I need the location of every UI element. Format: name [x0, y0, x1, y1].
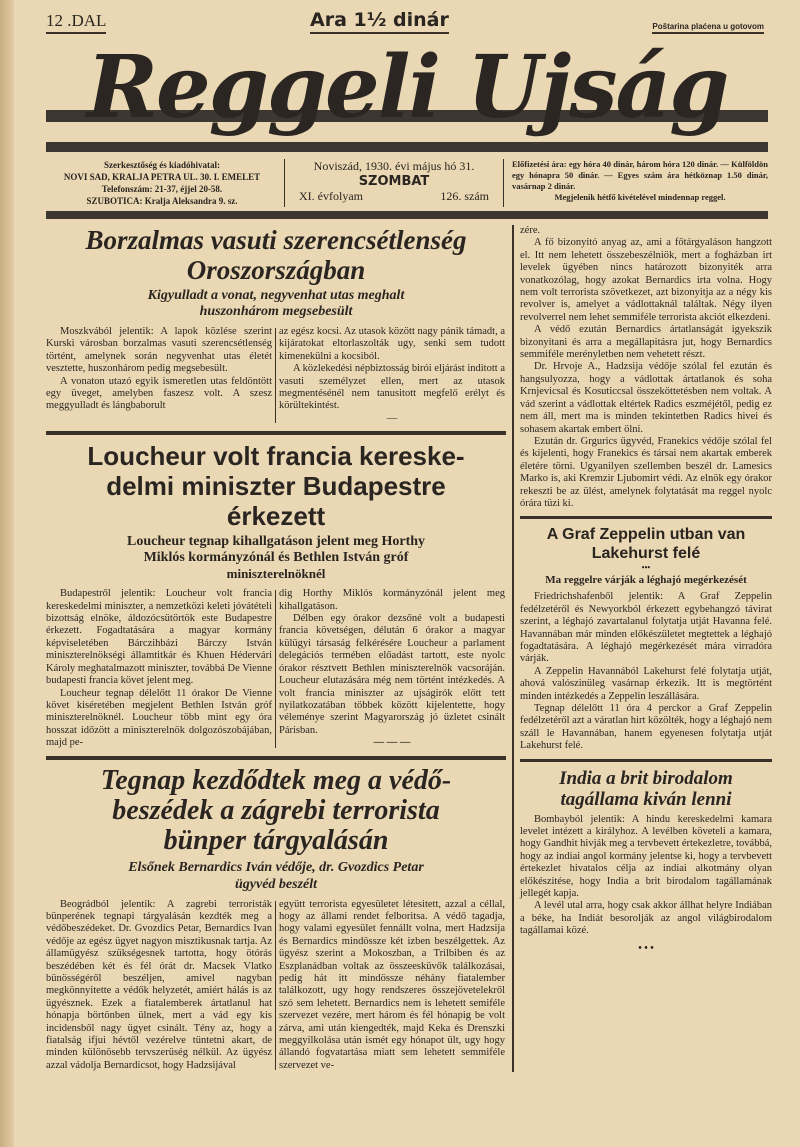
paragraph: Beográdból jelentik: A zagrebi terroristák bünperének tegnapi tárgyalásán kezdték meg a védőbeszédeket. Dr. Gvozdics Petar, Bernardics Ivan védője az egész ügyet nagyon misztikusnak tartja. Az államügyész szükségesnek tartotta, hogy ötórás beszédében két és fél órát dr. Macsek Vlatko bünösségéről beszéljen, amivel nagyban megkönnyitette a védők helyzetét, amiért hálás is az ügyésznek. Ezek a fiatalemberek ártatlanul hat hónapja börtönben ülnek, mert a vád egy kis incidensből nagy ügyet csinált. Tény az, hogy a fiatalság ifjui hévtől vezérelve tüntetni akart, de minden különösebb tervszerüség nélkül. Az ügyész azzal vádolja Bernardicsot, hogy Hadzsijával [46, 898, 272, 1071]
headline-line: delmi miniszter Budapestre [106, 471, 446, 502]
paragraph: Bombayból jelentik: A hindu kereskedelmi kamara levelet intézett a királyhoz. A levélben követeli a kamara, hogy Gandhit hivják meg a tervbevett értekezletre, továbbá, hogy az indiai angol kormány jelentse ki, hogy a tervbevett értekezlet hivatalos célja az indiai alkotmány olyan előkészitése, hogy India a brit birodalom tagállamának jellegét kapja. [520, 813, 772, 900]
divider [275, 590, 276, 747]
end-mark: — — — [373, 737, 411, 749]
issue-date: Noviszád, 1930. évi május hó 31. [313, 159, 475, 173]
article-rule [520, 759, 772, 762]
paragraph: A közlekedési népbiztosság birói eljárást inditott a vasuti személyzet ellen, mert az utasok megmentésénél nem tanusitott megfelő erélyt és körültekintést. [279, 363, 505, 412]
paragraph: Ezután dr. Grgurics ügyvéd, Franekics védője szólal fel és kijelenti, hogy Franekics és társai nem akartak emberek életére törni. Ugyanilyen szellemben beszél dr. Lamesics Marko is, aki Kremzir Ljubomirt védi. Az elnök egy órakor rekeszti be az ülést, amelynek folytatását ma reggel nyolc órára tüzi ki. [520, 435, 772, 509]
paragraph: zére. [520, 225, 541, 236]
paragraph: A fő bizonyitó anyag az, ami a főtárgyaláson hangzott el. Itt nem lehetett összebeszélniök, mert a fogházban irt levelek ügyében nincs határozott bizonyiték arra vonatkozólag, hogy azokat Bernardics irta volna. Hogy nem volt terrorista szövetkezet, azt bizonyitja az a négy kis revolver is, amelyet a vádlottaknál találtak. Négy ilyen revolverrel nem lehet semmiféle terrorista akciót elkezdeni. [520, 237, 772, 323]
paragraph: A levél utal arra, hogy csak akkor állhat helyre Indiában a béke, ha Indiát besorolják az angol világbirodalom tagállamai közé. [520, 900, 772, 937]
issue-info [284, 159, 504, 207]
subotica-address: SZUBOTICA: Kralja Aleksandra 9. sz. [86, 196, 238, 206]
subhead-line: Kigyulladt a vonat, negyvenhat utas meghalt [147, 288, 405, 303]
headline-line: A Graf Zeppelin utban van [546, 526, 746, 544]
article-zagreb-headline [46, 766, 506, 856]
right-column [520, 225, 772, 1072]
end-mark: • • • [638, 942, 654, 954]
price: Ara 1½ dinár [310, 9, 449, 34]
page-number: 12 .DAL [46, 11, 106, 34]
article-loucheur-body [46, 588, 506, 749]
info-row [46, 156, 768, 211]
headline-line: Loucheur volt francia kereske- [87, 441, 465, 472]
article-loucheur-col2 [279, 588, 505, 749]
office-address: NOVI SAD, KRALJA PETRA UL. 30. I. EMELET [63, 172, 261, 182]
headline-line: bünper tárgyalásán [163, 824, 389, 856]
paragraph: Budapestről jelentik: Loucheur volt francia kereskedelmi miniszter, a nemzetközi keleti jóvátételi bizottság elnöke, áldozócsütörtök este Budapestre érkezett. Fogadtatására a magyar kormány képviseletében Bárczihbázi Bárczy István miniszterelnökségi államtitkár és Khuen Hédervári Károly meghatalmazott miniszter, továbbá De Vienne budapesti francia követ jelent meg. [46, 588, 272, 687]
headline-line: Borzalmas vasuti szerencsétlenség [85, 225, 467, 255]
article-india-headline [520, 768, 772, 810]
headline-line: Lakehurst felé [591, 545, 701, 563]
headline-line: India a brit birodalom [559, 767, 733, 789]
article-rule [46, 431, 506, 435]
subhead-line: miniszterelnöknél [226, 566, 326, 582]
subhead-line: Miklós kormányzónál és Bethlen István gróf [143, 550, 409, 566]
subhead-line: Loucheur tegnap kihallgatáson jelent meg Horthy [126, 534, 426, 550]
article-loucheur-col1 [46, 588, 272, 749]
masthead [46, 34, 768, 156]
paragraph: Friedrichshafenből jelentik: A Graf Zeppelin fedélzetéről és Newyorkból érkezett egybehangzó távirat szerint, a léghajó zavartalanul folytatja utját Havanna felé. Havannában már minden előkészületet megtettek a léghajó fogadtatására. A léghajó megérkezését mára virradóra várják. [520, 591, 772, 665]
article-zagreb-body [46, 899, 506, 1073]
article-train-col1 [46, 326, 272, 425]
masthead-bar-lower [46, 142, 768, 152]
headline-line: beszédek a zágrebi terrorista [112, 794, 440, 826]
volume: XI. évfolyam [299, 189, 363, 203]
article-train-body [46, 326, 506, 425]
article-train-subhead [46, 288, 506, 320]
divider [275, 901, 276, 1071]
headline-line: tagállama kiván lenni [560, 788, 732, 810]
page-edge [0, 0, 14, 1147]
paragraph: A vonaton utazó egyik ismeretlen utas feldöntött egy üveget, amelyben faszesz volt. A szesz meggyulladt és lángbaborult [46, 375, 272, 412]
subhead-line: huszonhárom megsebesült [199, 304, 353, 319]
office-phone: Telefonszám: 21-37, éjjel 20-58. [101, 184, 223, 194]
article-zagreb-col2 [279, 899, 505, 1073]
stars-separator: ••• [641, 563, 651, 573]
subhead-line: ügyvéd beszélt [234, 876, 318, 892]
paragraph: Loucheur tegnap délelőtt 11 órakor De Vienne követ kiséretében megjelent Bethlen István gróf miniszterelnöknél. Loucheur több mint egy óra hosszat időzött a miniszterelnök dolgozószobájában, majd pe- [46, 687, 272, 749]
article-rule [520, 516, 772, 519]
article-loucheur-headline [46, 441, 506, 531]
column-divider [512, 225, 514, 1072]
office-label: Szerkesztőség és kiadóhivatal: [104, 160, 220, 170]
header-rule [46, 211, 768, 219]
article-zagreb-col1 [46, 899, 272, 1073]
paragraph: A védő ezután Bernardics ártatlanságát igyekszik bizonyitani és arra a megállapitásra jut, hogy Bernardics semmiféle merényletben nem vehetett részt. [520, 324, 772, 361]
paragraph: Moszkvából jelentik: A lapok közlése szerint Kurski városban borzalmas vasuti szerencsétlenség történt, amelynek során negyvenhat utas életét vesztette, huszonhárom pedig megsebesült. [46, 326, 272, 375]
headline-line: Tegnap kezdődtek meg a védő- [100, 764, 452, 796]
subscription-prices: Előfizetési ára: egy hóra 40 dinár, három hóra 120 dinár. — Külföldön egy hónapra 50 dinár. — Egyes szám ára hétköznap 1.50 dinár, vasárnap 2 dinár. [512, 159, 768, 191]
paragraph: Délben egy órakor dezsőné volt a budapesti francia követségen, délután 6 órakor a magyar külügyi társaság felkérésére Loucheur a parlament delegációs termében előadást tartott, este nyolc órakor résztvett Bethlen miniszterelnök vacsoráján. Loucheur elutazására még nem történt intézkedés. A volt francia miniszter az ujságirók előtt tett nyilatkozatában többek között kijelentette, hogy véleménye szerint Magyarország jó üzletet csinált Párisban. [279, 613, 505, 736]
columns [46, 225, 772, 1072]
newspaper-page [46, 0, 772, 1072]
article-zeppelin-headline [520, 525, 772, 563]
article-zeppelin-body [520, 591, 772, 752]
paragraph: A Zeppelin Havannából Lakehurst felé folytatja utját, ahová valószinüleg vasárnap érkezik. Itt is megtörtént minden intézkedés a Zeppelin leszállására. [520, 665, 772, 702]
paragraph: Tegnap délelőtt 11 óra 4 perckor a Graf Zeppelin fedélzetéről azt a váratlan hirt közölték, hogy a léghajó nem száll le Havannában, hanem egyenesen folytatja utját Lakehurst felé. [520, 703, 772, 752]
article-zagreb-continued [520, 225, 772, 510]
article-zagreb-subhead [46, 859, 506, 893]
subhead-line: Elsőnek Bernardics Iván védője, dr. Gvozdics Petar [128, 859, 424, 875]
divider [275, 328, 276, 423]
issue-weekday: SZOMBAT [358, 174, 430, 189]
article-india-body [520, 814, 772, 938]
issue-number: 126. szám [440, 189, 489, 203]
publication-schedule: Megjelenik hétfő kivételével mindennap reggel. [554, 192, 726, 202]
editorial-office-info [46, 159, 284, 207]
article-train-headline [46, 225, 506, 285]
article-zeppelin-subhead: Ma reggelre várják a léghajó megérkezését [545, 574, 747, 587]
masthead-logo: Reggeli Ujság [86, 37, 728, 138]
article-train-col2 [279, 326, 505, 425]
end-mark: — [386, 412, 398, 424]
article-rule [46, 756, 506, 760]
paragraph: Dr. Hrvoje A., Hadzsija védője szólal fel ezután és hangsulyozza, hogy a vádlottak ártatlanok és soha Krnjevicsal és Kosuticcsal összeköttetésben nem voltak. A vád szerint a vádlottak eltértek Radics eszméjétől, pedig ez nem áll, mert ma is minden tekintetben Radics hivei és sohasem akartak embert ölni. [520, 361, 772, 435]
top-line [46, 6, 768, 34]
subscription-info [504, 159, 768, 207]
paragraph: együtt terrorista egyesületet létesitett, azzal a céllal, hogy az állami rendet felboritsa. A védő tagadja, hogy valami egyesület fennállt volna, mert Hadzsija és Bernardics mindössze két izben beszélgettek. Az ügyész szerint a Mokoszban, a Trilbiben és az Eszplanádban voltak az összeesküvők találkozásai, pedig hát itt mindössze néhány fiatalember találkozott, ugy hogy rendszeres összejövetelekről szó sem lehetett. Bernardics nem is lehetett semiféle szervezet vezére, mert három és fél hónapig be volt zárva, ami után kiengedték, majd Keka és Drenszki meggyilkolása után ismét egy hónapot ült, ugy hogy állandó fogvatartása miatt sem lehetett semmiféle szervezet ve- [279, 898, 505, 1071]
headline-line: Oroszországban [186, 255, 366, 285]
article-loucheur-subhead [46, 534, 506, 582]
headline-line: érkezett [226, 501, 326, 532]
paragraph: az egész kocsi. Az utasok között nagy pánik támadt, a kijáratokat eltorlaszolták ugy, senki sem tudott kimenekülni a kocsiból. [279, 326, 505, 362]
postage-note: Poštarina plaćena u gotovom [652, 22, 764, 34]
paragraph: dig Horthy Miklós kormányzónál jelent meg kihallgatáson. [279, 588, 505, 612]
left-column [46, 225, 506, 1072]
